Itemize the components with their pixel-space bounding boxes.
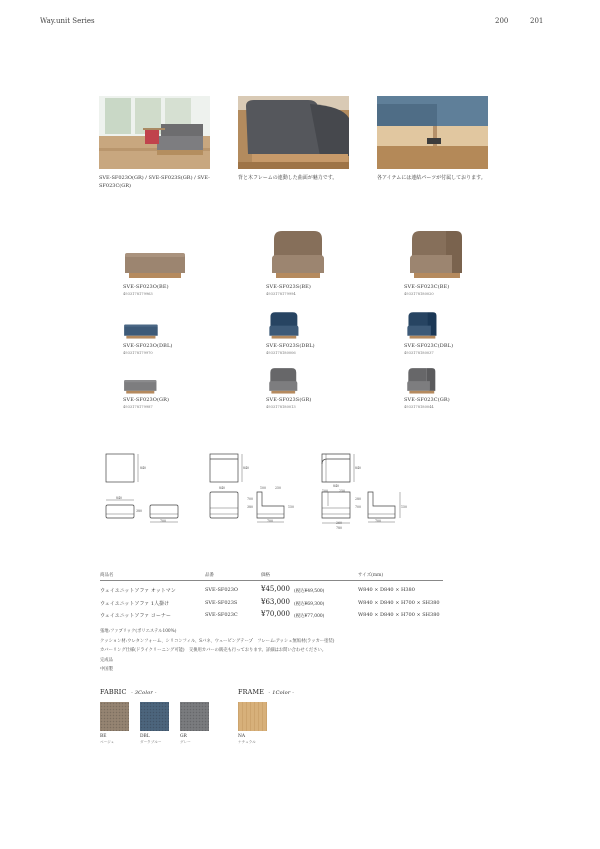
single-plan bbox=[210, 454, 238, 482]
swatch-code: GR bbox=[180, 734, 187, 739]
ottoman-dim-w: 840 bbox=[116, 496, 123, 500]
product-image-single bbox=[266, 366, 301, 395]
table-header-name: 商品名 bbox=[100, 573, 114, 578]
cell-product-name: ウェイユニットソファ オットマン bbox=[100, 588, 176, 594]
single-dim-back-a: 100 bbox=[260, 486, 267, 490]
product-jan-code: 4933178180044 bbox=[404, 405, 434, 409]
frame-swatch-na bbox=[238, 702, 267, 731]
product-image-ottoman bbox=[123, 310, 159, 340]
product-sku: SVE-SF023C(BE) bbox=[404, 284, 450, 290]
cell-price-tax: (税込¥49,500) bbox=[294, 588, 325, 594]
page-number-left: 200 bbox=[495, 17, 509, 25]
cell-price: ¥63,000 bbox=[261, 598, 290, 606]
single-dim-arm: 150 bbox=[288, 505, 295, 509]
swatch-code: NA bbox=[238, 734, 246, 739]
fabric-title: FABRIC - 3Color - bbox=[100, 688, 157, 696]
note-line: 完成品 bbox=[100, 657, 113, 663]
photo-room-scene bbox=[99, 96, 210, 169]
swatch-name: ベージュ bbox=[100, 740, 115, 744]
corner-dim-w4: 780 bbox=[336, 526, 343, 530]
photo-caption-1: SVE-SF023O(GR) / SVE-SF023S(GR) / SVE-SF023C(GR) bbox=[99, 175, 210, 189]
corner-dim-seat: 700 bbox=[375, 519, 382, 523]
ottoman-side bbox=[150, 505, 178, 518]
cell-size: W840 × D840 × H700 × SH380 bbox=[358, 600, 440, 606]
dimension-drawings bbox=[100, 448, 460, 532]
cell-size: W840 × D840 × H380 bbox=[358, 587, 415, 593]
product-sku: SVE-SF023O(BE) bbox=[123, 284, 169, 290]
single-dim-seat: 700 bbox=[267, 519, 274, 523]
frame-title: FRAME - 1Color - bbox=[238, 688, 295, 696]
photo-back-frame-detail bbox=[238, 96, 349, 169]
single-dim-h1: 380 bbox=[247, 505, 254, 509]
cell-price-tax: (税込¥69,300) bbox=[294, 601, 325, 607]
note-line: カバーリング仕様(ドライクリーニング可能) 交換用カバーの販売も行っております。詳細はお問い合わせください。 bbox=[100, 648, 327, 653]
cell-product-name: ウェイユニットソファ 1人掛け bbox=[100, 601, 170, 607]
series-title: Way.unit Series bbox=[40, 17, 95, 25]
fabric-swatch-be bbox=[100, 702, 129, 731]
product-jan-code: 4933178179970 bbox=[123, 351, 153, 355]
corner-dim-w: 840 bbox=[333, 484, 340, 488]
product-sku: SVE-SF023C(DBL) bbox=[404, 343, 454, 349]
product-jan-code: 4933178179987 bbox=[123, 405, 153, 409]
table-header-code: 品番 bbox=[205, 573, 214, 578]
product-sku: SVE-SF023S(GR) bbox=[266, 397, 312, 403]
product-sku: SVE-SF023O(DBL) bbox=[123, 343, 173, 349]
fabric-swatch-gr bbox=[180, 702, 209, 731]
cell-price: ¥70,000 bbox=[261, 610, 290, 618]
photo-caption-3: 各アイテムには連結パーツが付属しております。 bbox=[377, 175, 486, 181]
single-dim-back-b: 250 bbox=[275, 486, 282, 490]
ottoman-plan bbox=[106, 454, 134, 482]
cell-size: W840 × D840 × H700 × SH380 bbox=[358, 612, 440, 618]
photo-caption-2: 背と木フレームの連動した曲面が魅力です。 bbox=[238, 175, 338, 181]
note-line: 中国製 bbox=[100, 667, 113, 672]
table-header-size: サイズ(mm) bbox=[358, 573, 384, 578]
product-jan-code: 4933178180013 bbox=[266, 405, 296, 409]
ottoman-dim-h: 380 bbox=[136, 509, 143, 513]
single-dim-d: 840 bbox=[243, 466, 250, 470]
single-dim-w: 840 bbox=[219, 486, 226, 490]
product-image-single bbox=[266, 310, 302, 340]
product-image-corner bbox=[404, 310, 440, 340]
product-jan-code: 4933178179963 bbox=[123, 292, 153, 296]
swatch-code: BE bbox=[100, 734, 107, 739]
photo-connector-detail bbox=[377, 96, 488, 169]
product-sku: SVE-SF023C(GR) bbox=[404, 397, 450, 403]
table-divider bbox=[100, 580, 443, 581]
product-jan-code: 4933178180006 bbox=[266, 351, 296, 355]
fabric-swatch-dbl bbox=[140, 702, 169, 731]
cell-product-code: SVE-SF023C bbox=[205, 612, 238, 618]
product-image-ottoman bbox=[123, 227, 187, 281]
cell-product-code: SVE-SF023O bbox=[205, 587, 239, 593]
table-header-price: 価格 bbox=[261, 573, 270, 578]
corner-dim-w2: 280 bbox=[355, 497, 362, 501]
product-image-single bbox=[266, 227, 330, 281]
cell-price-tax: (税込¥77,000) bbox=[294, 613, 325, 619]
product-image-corner bbox=[404, 366, 439, 395]
product-sku: SVE-SF023S(DBL) bbox=[266, 343, 315, 349]
product-sku: SVE-SF023O(GR) bbox=[123, 397, 170, 403]
swatch-name: グレー bbox=[180, 740, 191, 744]
product-jan-code: 4933178180037 bbox=[404, 351, 434, 355]
corner-dim-w3: 260 bbox=[336, 521, 343, 525]
corner-dim-d: 840 bbox=[355, 466, 362, 470]
product-jan-code: 4933178179994 bbox=[266, 292, 296, 296]
product-jan-code: 4933178180020 bbox=[404, 292, 434, 296]
swatch-name: ナチュラル bbox=[238, 740, 256, 744]
product-sku: SVE-SF023S(BE) bbox=[266, 284, 311, 290]
cell-price: ¥45,000 bbox=[261, 585, 290, 593]
corner-plan bbox=[322, 454, 350, 482]
ottoman-dim-seat: 700 bbox=[160, 519, 167, 523]
note-line: 張地:ファブリック(ポリエステル100%) bbox=[100, 629, 177, 634]
corner-dim-back-b: 250 bbox=[339, 489, 346, 493]
product-image-corner bbox=[404, 227, 468, 281]
corner-dim-arm: 150 bbox=[401, 505, 408, 509]
ottoman-front bbox=[106, 505, 134, 518]
page-number-right: 201 bbox=[530, 17, 544, 25]
swatch-code: DBL bbox=[140, 734, 150, 739]
single-dim-h2: 700 bbox=[247, 497, 254, 501]
note-line: クッション材:ウレタンフォーム、シリコンフィル、Sバネ、ウェービングテープ フレーム:アッシュ無垢材(ラッカー塗装) bbox=[100, 638, 335, 644]
swatch-name: ダークブルー bbox=[140, 740, 162, 744]
cell-product-name: ウェイユニットソファ コーナー bbox=[100, 613, 171, 619]
corner-dim-h2: 700 bbox=[355, 505, 362, 509]
corner-dim-back-a: 100 bbox=[322, 489, 329, 493]
cell-product-code: SVE-SF023S bbox=[205, 600, 238, 606]
ottoman-dim-d: 840 bbox=[140, 466, 147, 470]
product-image-ottoman bbox=[123, 366, 158, 395]
